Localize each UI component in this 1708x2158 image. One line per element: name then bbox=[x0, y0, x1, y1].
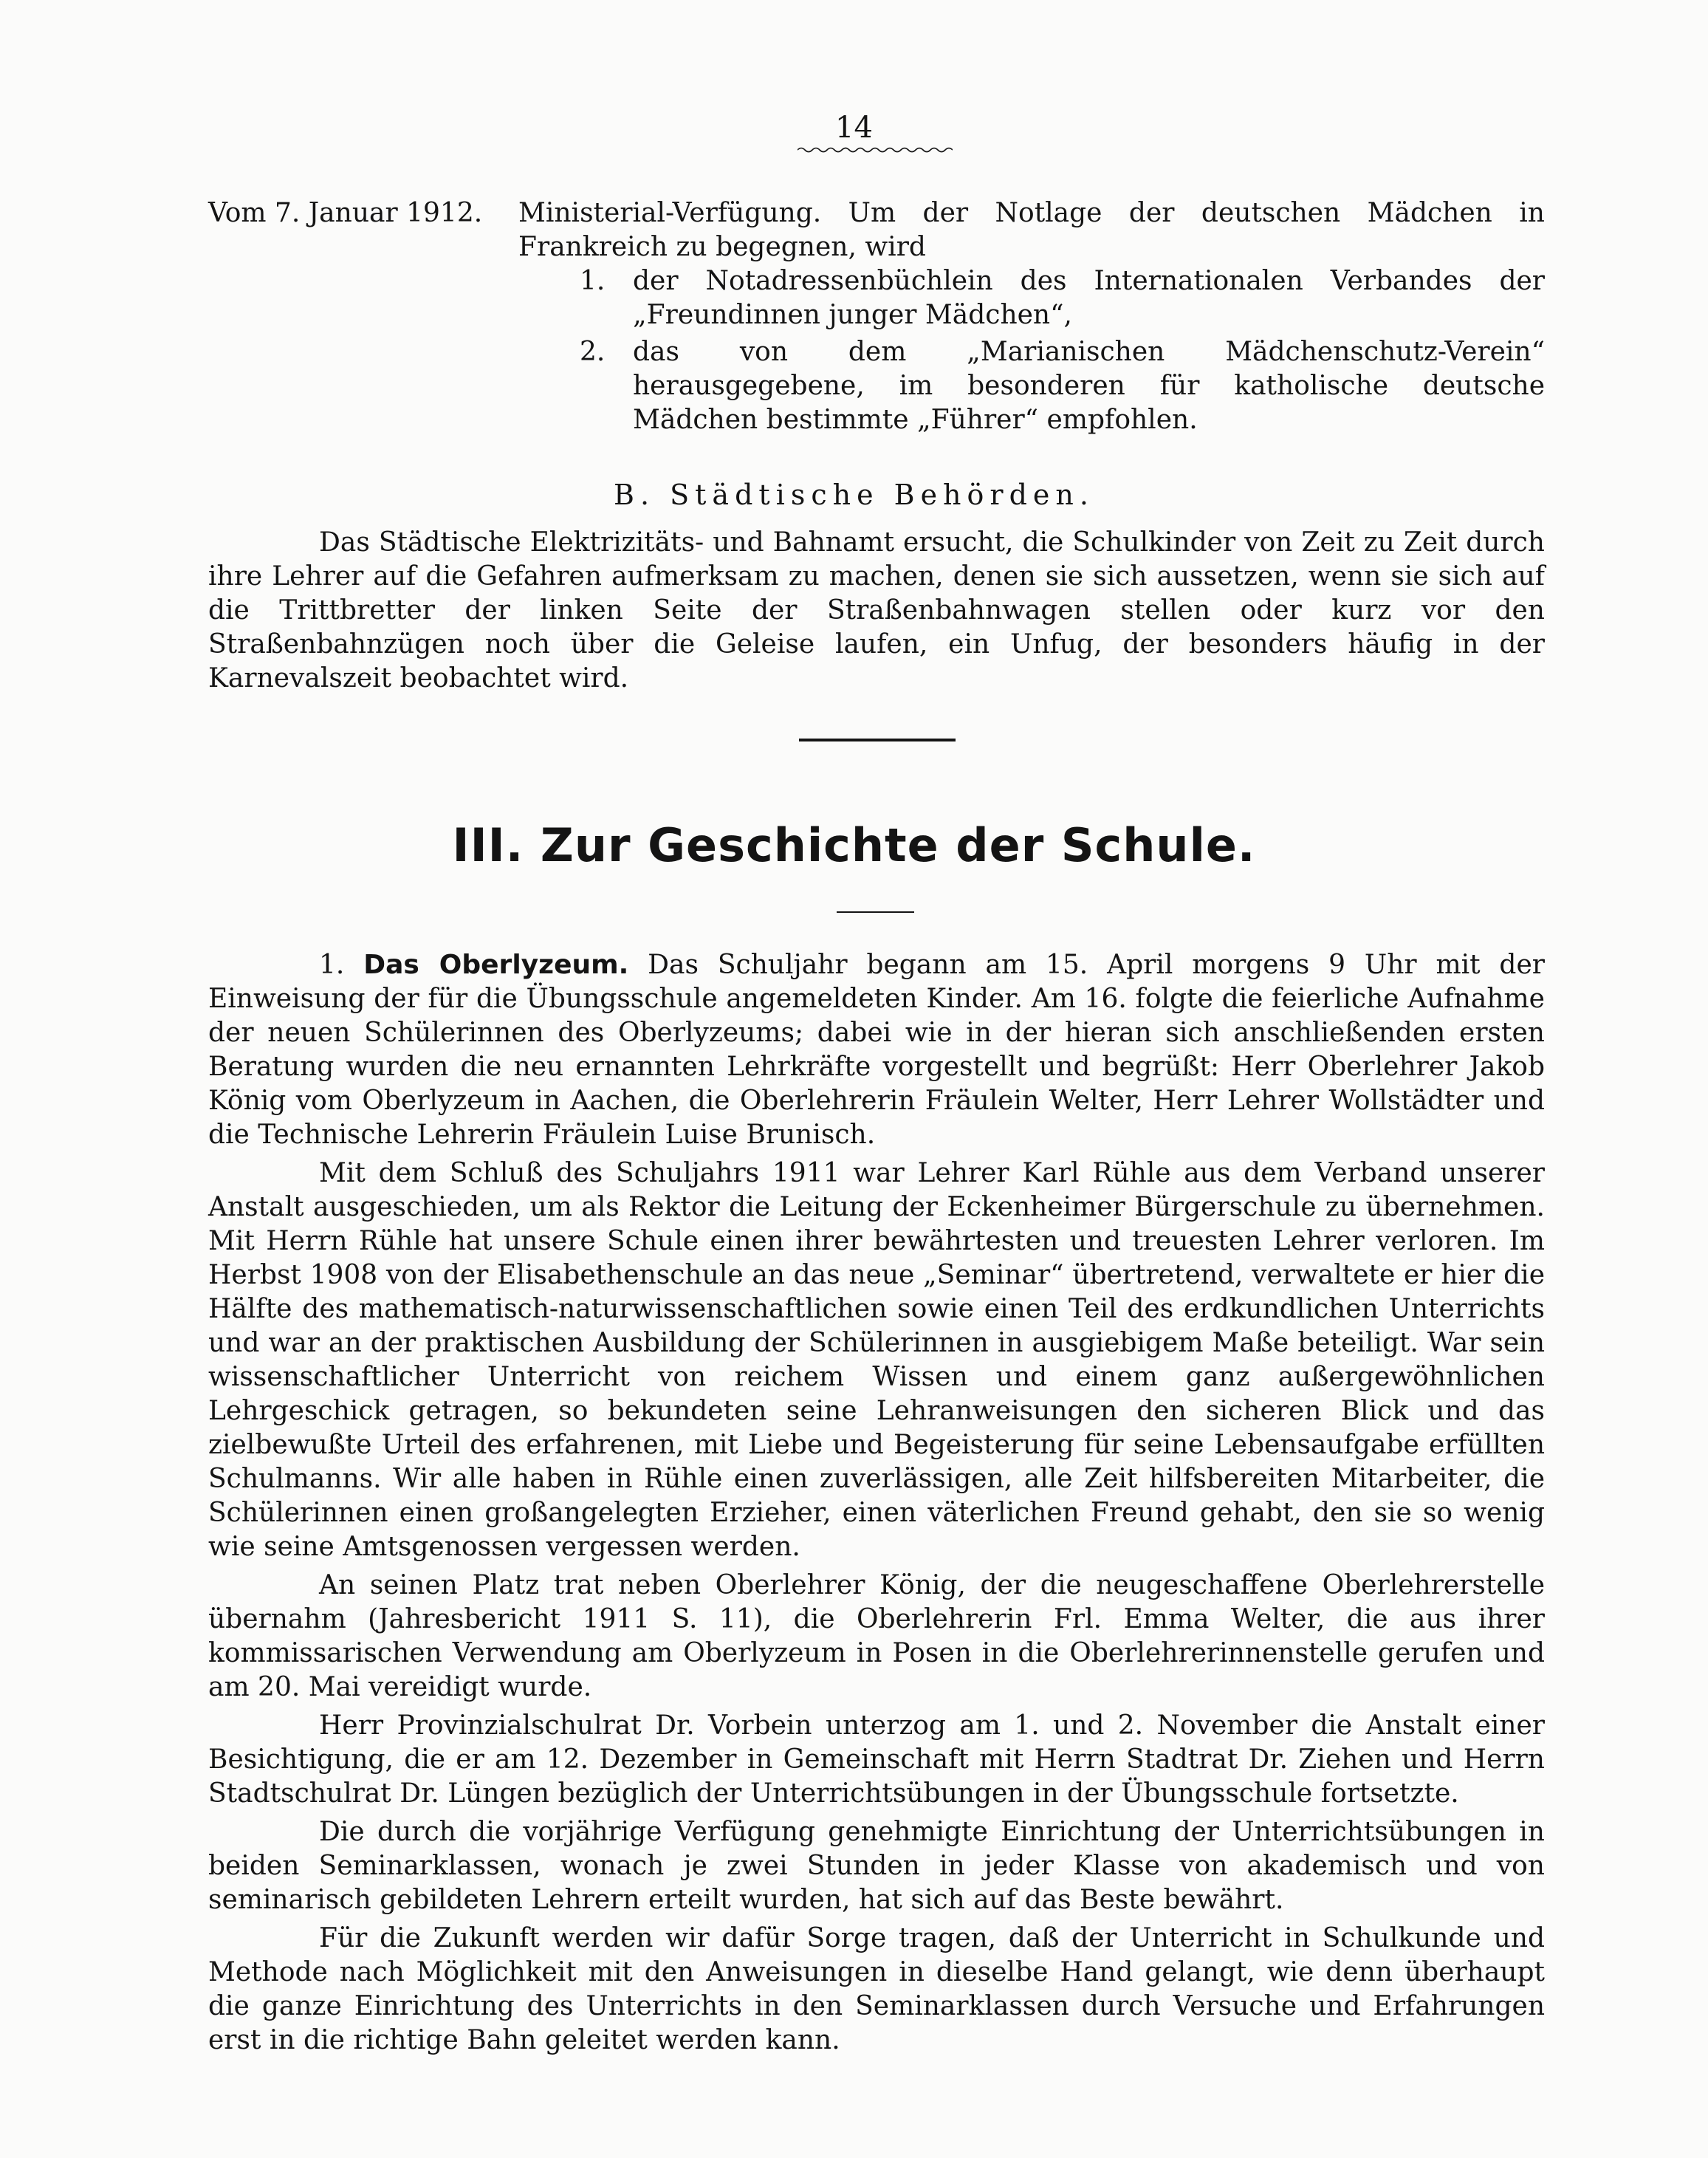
list-item bbox=[580, 335, 1545, 437]
chapter-divider-rule bbox=[837, 911, 914, 913]
chapter-title: III. Zur Geschichte der Schule. bbox=[452, 818, 1256, 872]
paragraph-oberlyzeum bbox=[208, 948, 1545, 1152]
paragraph-ruehle: Mit dem Schluß des Schuljahrs 1911 war Lehrer Karl Rühle aus dem Verband unserer Anstalt ausgeschieden, um als Rektor die Leitung der Eckenheimer Bürgerschule zu übernehmen. Mit Herrn Rühle hat unsere Schule einen ihrer bewährtesten und treuesten Lehrer verloren. Im Herbst 1908 von der Elisabethenschule an das neue „Seminar“ übertretend, verwaltete er hier die Hälfte des mathematisch-naturwissenschaftlichen sowie einen Teil des erdkundlichen Unterrichts und war an der praktischen Ausbildung der Schülerinnen in ausgiebigem Maße beteiligt. War sein wissenschaftlicher Unterricht von reichem Wissen und einem ganz außergewöhnlichen Lehrgeschick getragen, so bekundeten seine Lehranweisungen den sicheren Blick und das zielbewußte Urteil des erfahrenen, mit Liebe und Begeisterung für seine Lebensaufgabe erfüllten Schulmanns. Wir alle haben in Rühle einen zuverlässigen, alle Zeit hilfsbereiten Mitarbeiter, die Schülerinnen einen großangelegten Erzieher, einen väterlichen Freund gehabt, den sie so wenig wie seine Amtsgenossen vergessen werden. bbox=[208, 1158, 1545, 1562]
list-item-number: 2. bbox=[580, 337, 606, 367]
page-number: 14 bbox=[835, 111, 873, 145]
decree-date: Vom 7. Januar 1912. bbox=[208, 198, 483, 228]
section-b-heading: B. Städtische Behörden. bbox=[614, 479, 1094, 511]
section-b-text: Das Städtische Elektrizitäts- und Bahnamt ersucht, die Schulkinder von Zeit zu Zeit durch ihre Lehrer auf die Gefahren aufmerksam zu machen, denen sie sich aussetzen, wenn sie sich auf die Trittbretter der linken Seite der Straßenbahnwagen stellen oder kurz vor den Straßenbahnzügen noch über die Geleise laufen, ein Unfug, der besonders häufig in der Karnevalszeit beobachtet wird. bbox=[208, 527, 1545, 693]
decree-block bbox=[208, 196, 1545, 264]
list-item-text: das von dem „Marianischen Mädchenschutz-Verein“ herausgegebene, im besonderen für katholische deutsche Mädchen bestimmte „Führer“ empfohlen. bbox=[633, 337, 1545, 435]
list-item-text: der Notadressenbüchlein des Internationalen Verbandes der „Freundinnen junger Mädchen“, bbox=[633, 266, 1545, 330]
ornamental-wave-divider bbox=[798, 146, 953, 154]
paragraph-unterrichtsuebungen: Die durch die vorjährige Verfügung genehmigte Einrichtung der Unterrichtsübungen in beiden Seminarklassen, wonach je zwei Stunden in jeder Klasse von akademisch und von seminarisch gebildeten Lehrern erteilt wurden, hat sich auf das Beste bewährt. bbox=[208, 1817, 1545, 1915]
paragraph-zukunft: Für die Zukunft werden wir dafür Sorge tragen, daß der Unterricht in Schulkunde und Methode nach Möglichkeit mit den Anweisungen in dieselbe Hand gelangt, wie denn überhaupt die ganze Einrichtung des Unterrichts in den Seminarklassen durch Versuche und Erfahrungen erst in die richtige Bahn geleitet werden kann. bbox=[208, 1923, 1545, 2055]
subsection-heading: Das Oberlyzeum. bbox=[363, 950, 629, 980]
list-item bbox=[580, 264, 1545, 332]
decree-text: Ministerial-Verfügung. Um der Notlage der deutschen Mädchen in Frankreich zu begegnen, wird bbox=[518, 198, 1545, 262]
main-text bbox=[208, 948, 1545, 2058]
paragraph-besichtigung: Herr Provinzialschulrat Dr. Vorbein unterzog am 1. und 2. November die Anstalt einer Besichtigung, die er am 12. Dezember in Gemeinschaft mit Herrn Stadtrat Dr. Ziehen und Herrn Stadtschulrat Dr. Lüngen bezüglich der Unterrichtsübungen in der Übungsschule fortsetzte. bbox=[208, 1710, 1545, 1809]
decree-list bbox=[580, 264, 1545, 439]
paragraph-text: Das Schuljahr begann am 15. April morgens 9 Uhr mit der Einweisung der für die Übungsschule angemeldeten Kinder. Am 16. folgte die feierliche Aufnahme der neuen Schülerinnen des Oberlyzeums; dabei wie in der hieran sich anschließenden ersten Beratung wurden die neu ernannten Lehrkräfte vorgestellt und begrüßt: Herr Oberlehrer Jakob König vom Oberlyzeum in Aachen, die Oberlehrerin Fräulein Welter, Herr Lehrer Wollstädter und die Technische Lehrerin Fräulein Luise Brunisch. bbox=[208, 950, 1545, 1150]
paragraph-koenig: An seinen Platz trat neben Oberlehrer König, der die neugeschaffene Oberlehrerstelle übernahm (Jahresbericht 1911 S. 11), die Oberlehrerin Frl. Emma Welter, die aus ihrer kommissarischen Verwendung am Oberlyzeum in Posen in die Oberlehrerinnenstelle gerufen und am 20. Mai vereidigt wurde. bbox=[208, 1570, 1545, 1702]
paragraph-number: 1. bbox=[319, 950, 345, 980]
list-item-number: 1. bbox=[580, 266, 606, 296]
section-divider-rule bbox=[799, 739, 956, 741]
